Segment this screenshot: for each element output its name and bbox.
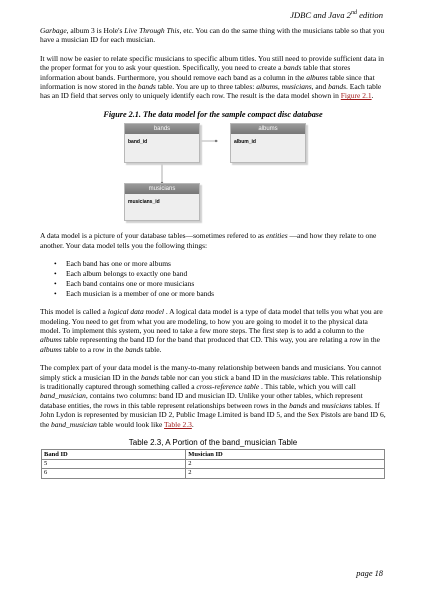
- table-cell: 6: [42, 469, 186, 478]
- text-run: . A logical data model is a type of data model that tells you what you are modeling. You need to get from what you are modeling, to how you are going to model it to the physical data model. To implement this system, you need to take a few more steps. The first step is to add a column to the: [40, 307, 383, 335]
- table-name: bands: [137, 82, 156, 92]
- album-title: Live Through This: [124, 26, 180, 35]
- table-name: albums: [40, 344, 62, 354]
- table-name: musicians: [280, 372, 311, 382]
- figure-2-1-link[interactable]: Figure 2.1: [340, 91, 372, 101]
- running-header: [290, 10, 383, 20]
- table-name: band_musician: [51, 419, 97, 429]
- text-run: . Each table has an ID field that serves only to uniquely identify each row. The result is the data model shown in: [40, 82, 382, 101]
- bands-entity: [124, 123, 200, 163]
- data-model-diagram: [40, 121, 386, 223]
- table-name: albums: [40, 335, 62, 345]
- band-musician-table: [41, 449, 385, 478]
- text-run: . This table, which you will call: [259, 382, 356, 392]
- table-name: band_musician: [40, 391, 86, 401]
- albums-entity-title: albums: [231, 124, 305, 134]
- text-run: A data model is a picture of your database tables—sometimes refered to as: [40, 231, 266, 241]
- table-2-3-link[interactable]: Table 2.3: [164, 419, 192, 429]
- term: logical data model: [107, 307, 164, 317]
- text-run: , and: [311, 82, 329, 92]
- albums-entity-field: album_id: [234, 139, 256, 146]
- table-row: [42, 459, 385, 468]
- text-run: table would look like: [96, 419, 165, 429]
- table-cell: 2: [186, 469, 385, 478]
- page-number: page 18: [356, 569, 383, 578]
- paragraph-2: [40, 54, 386, 101]
- term: entities: [265, 231, 288, 241]
- bands-entity-title: bands: [125, 124, 199, 134]
- text-run: table representing the band ID for the band that produced that CD. This way, you are relating a row in the: [61, 335, 380, 345]
- text-run: table.: [143, 344, 162, 354]
- album-title: Garbage: [40, 26, 67, 35]
- text-run: table. This relationship is traditionally captured through something called a: [40, 372, 382, 392]
- text-run: The complex part of your data model is the many-to-many relationship between bands and musicians. You cannot simply stick a musician ID in the: [40, 363, 382, 382]
- relationship-lines: [40, 121, 386, 223]
- model-facts-list: [40, 259, 386, 298]
- table-name: musicians: [281, 82, 312, 92]
- list-item: • Each band contains one or more musicians: [66, 279, 386, 288]
- text-run: table to a row in the: [61, 344, 126, 354]
- table-name: bands: [141, 372, 159, 382]
- table-name: musicians: [321, 400, 352, 410]
- paragraph-5: [40, 363, 386, 429]
- header-edition: edition: [356, 10, 383, 20]
- list-item: • Each musician is a member of one or more bands: [66, 289, 386, 298]
- table-header-row: [42, 450, 385, 459]
- text-run: table. You are up to three tables:: [155, 82, 257, 92]
- text-run: , album 3 is Hole's: [66, 26, 125, 35]
- table-cell: 5: [42, 459, 186, 468]
- paragraph-3: [40, 231, 386, 250]
- paragraph-4: [40, 307, 386, 354]
- text-run: , contains two columns: band ID and musician ID. Unlike your other tables, which represent database entities, the rows in this table represent relationships between rows in the: [40, 391, 363, 410]
- albums-entity: [230, 123, 306, 163]
- musicians-entity-field: musicians_id: [128, 199, 160, 206]
- table-name: bands: [283, 63, 302, 73]
- column-header-musician-id: Musician ID: [186, 450, 385, 459]
- text-run: table that stores information about bands. Furthermore, you should remove each band as a column in the: [40, 63, 351, 82]
- document-body: [40, 26, 386, 479]
- text-run: ,: [277, 82, 282, 92]
- text-run: —and how they relate to one another. Your data model tells you the following things:: [40, 231, 377, 250]
- musicians-entity: [124, 183, 200, 221]
- relationship-end-marker: [215, 140, 217, 142]
- table-name: albums: [306, 72, 328, 82]
- header-title: JDBC and Java 2: [290, 10, 351, 20]
- list-item: • Each band has one or more albums: [66, 259, 386, 268]
- table-cell: 2: [186, 459, 385, 468]
- text-run: table since that information is now stored in the: [40, 72, 375, 92]
- figure-caption: Figure 2.1. The data model for the sample compact disc database: [103, 109, 323, 119]
- text-run: and: [307, 400, 322, 410]
- text-run: table nor can you stick a band ID in the: [158, 372, 281, 382]
- text-run: It will now be easier to relate specific musicians to specific album titles. You still need to provide sufficient data in the proper format for you to ask your question. Specifically, you need to create a: [40, 53, 384, 73]
- bands-entity-field: band_id: [128, 139, 148, 146]
- column-header-band-id: Band ID: [42, 450, 186, 459]
- text-run: .: [191, 419, 194, 429]
- header-superscript: nd: [350, 10, 357, 17]
- table-name: bands: [328, 82, 347, 92]
- text-run: This model is called a: [40, 307, 108, 317]
- table-name: bands: [289, 400, 308, 410]
- table-name: albums: [256, 82, 278, 92]
- table-name: bands: [125, 344, 144, 354]
- table-caption: Table 2.3, A Portion of the band_musician Table: [128, 438, 298, 448]
- term: cross-reference table: [196, 382, 260, 392]
- list-item: • Each album belongs to exactly one band: [66, 269, 386, 278]
- text-run: .: [371, 91, 374, 101]
- musicians-entity-title: musicians: [125, 184, 199, 194]
- text-run: , etc. You can do the same thing with the musicians table so that you have a musician ID for each musician.: [40, 26, 385, 45]
- text-run: tables. If John Lydon is represented by musician ID 2, Public Image Limited is band ID 5, and the Sex Pistols are band ID 6, the: [40, 400, 386, 429]
- table-row: [42, 469, 385, 478]
- paragraph-1: [40, 26, 386, 45]
